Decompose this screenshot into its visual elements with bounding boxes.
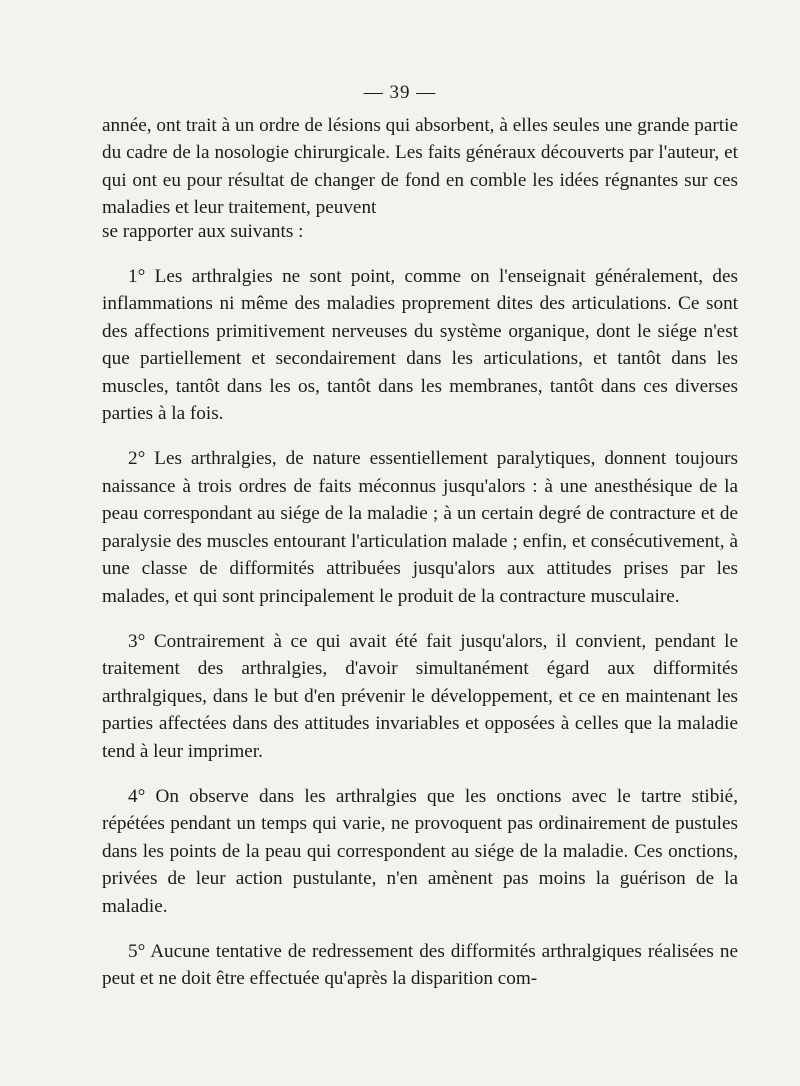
point-3: 3° Contrairement à ce qui avait été fait jusqu'alors, il convient, pendant le traitement des arthralgies, d'avoir simultanément égard aux difformités arthralgiques, dans le but d'en prévenir le développement, et ce en maintenant les parties affectées dans des attitudes invariables et opposées à celles que la maladie tend à leur imprimer.: [102, 630, 738, 762]
intro-paragraph-end: se rapporter aux suivants :: [102, 220, 304, 242]
point-5: 5° Aucune tentative de redressement des difformités arthralgiques réalisées ne peut et ne doit être effectuée qu'après la disparition com-: [102, 940, 738, 990]
point-4: 4° On observe dans les arthralgies que les onctions avec le tartre stibié, répétées pendant un temps qui varie, ne provoquent pas ordinairement de pustules dans les points de la peau qui correspondent au siége de la maladie. Ces onctions, privées de leur action pustulante, n'en amènent pas moins la guérison de la maladie.: [102, 785, 738, 917]
body-text: [102, 112, 738, 993]
page-number: — 39 —: [363, 82, 437, 103]
intro-paragraph: année, ont trait à un ordre de lésions qui absorbent, à elles seules une grande partie du cadre de la nosologie chirurgicale. Les faits généraux découverts par l'auteur, et qui ont eu pour résultat de changer de fond en comble les idées régnantes sur ces maladies et leur traitement, peuvent: [102, 115, 738, 219]
point-2: 2° Les arthralgies, de nature essentiellement paralytiques, donnent toujours naissance à trois ordres de faits méconnus jusqu'alors : à une anesthésique de la peau correspondant au siége de la maladie ; à un certain degré de contracture et de paralysie des muscles entourant l'articulation malade ; enfin, et consécutivement, à une classe de difformités attribuées jusqu'alors aux attitudes prises par les malades, et qui sont principalement le produit de la contracture musculaire.: [102, 448, 738, 607]
point-1: 1° Les arthralgies ne sont point, comme on l'enseignait généralement, des inflammations ni même des maladies proprement dites des articulations. Ce sont des affections primitivement nerveuses du système organique, dont le siége n'est que partiellement et secondairement dans les articulations, et tantôt dans les muscles, tantôt dans les os, tantôt dans les membranes, tantôt dans ces diverses parties à la fois.: [102, 266, 738, 425]
